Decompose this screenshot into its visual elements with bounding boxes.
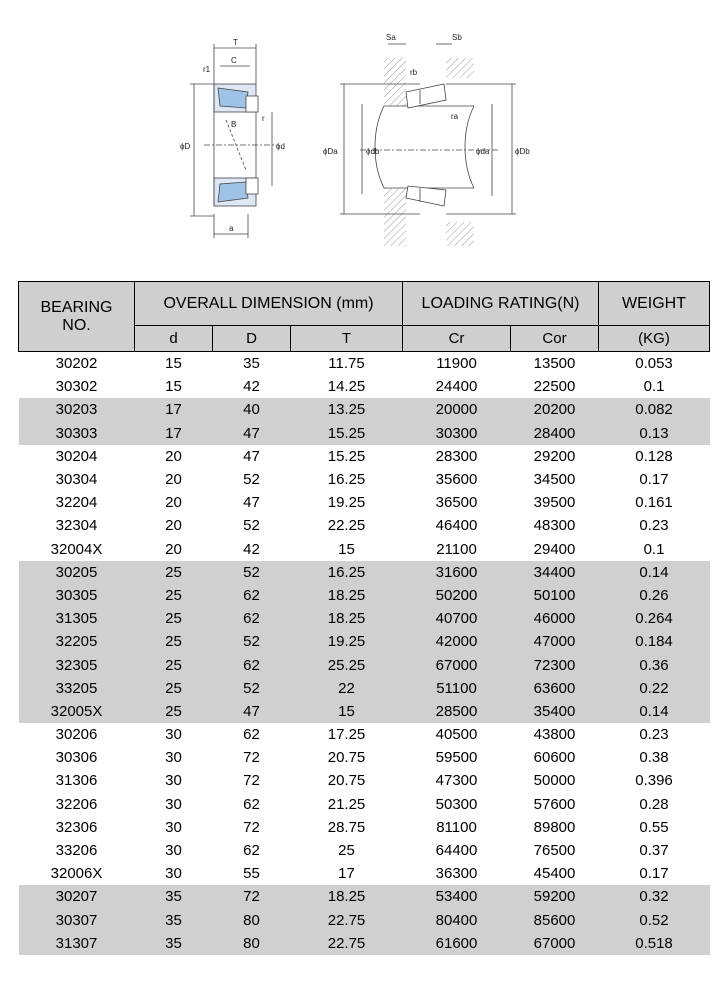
cell-Cor: 50000 [533, 772, 576, 790]
table-row [19, 700, 710, 723]
cell-D: 62 [213, 653, 291, 676]
cell-d: 20 [165, 471, 182, 489]
cell-Cor: 29200 [533, 447, 576, 465]
cell-Cor: 48300 [533, 517, 576, 535]
header-d: d [135, 326, 213, 352]
table-row [19, 885, 710, 908]
cell-bearing-no: 32305 [19, 653, 135, 676]
header-bearing-no [19, 282, 135, 352]
cell-Cr: 50300 [435, 795, 478, 813]
cell-T: 11.75 [328, 355, 365, 373]
table-row [19, 746, 710, 769]
table-row [19, 514, 710, 537]
cell-T: 15 [338, 540, 355, 558]
cell-weight: 0.36 [599, 653, 710, 676]
cell-T: 22.75 [291, 909, 403, 932]
cell-Cor: 46000 [511, 607, 599, 630]
table-row [19, 607, 710, 630]
cell-d: 30 [165, 865, 182, 883]
label-da: ϕda [476, 147, 490, 156]
cell-Cor: 43800 [533, 726, 576, 744]
cell-Cr: 36500 [435, 494, 478, 512]
cell-Cor: 34500 [533, 471, 576, 489]
label-Sb: Sb [452, 33, 462, 42]
cell-weight: 0.26 [599, 584, 710, 607]
cell-Cr: 53400 [403, 885, 511, 908]
cell-weight: 0.14 [599, 561, 710, 584]
cell-D: 52 [213, 561, 291, 584]
header-weight: WEIGHT [599, 282, 710, 326]
cell-T: 21.25 [327, 795, 366, 813]
table-row [19, 584, 710, 607]
cell-bearing-no: 32005X [19, 700, 135, 723]
cell-Cor: 89800 [533, 818, 576, 836]
bearing-spec-table [18, 281, 710, 955]
cell-D: 52 [213, 630, 291, 653]
cell-T: 22.25 [327, 517, 366, 535]
cell-Cr: 24400 [435, 378, 478, 396]
cell-Cor: 28400 [511, 422, 599, 445]
cell-Cr: 28500 [403, 700, 511, 723]
label-db: ϕdb [366, 147, 380, 156]
cell-bearing-no: 33206 [55, 842, 98, 860]
cell-d: 30 [165, 818, 182, 836]
cell-Cr: 30300 [403, 422, 511, 445]
cell-weight: 0.17 [639, 471, 669, 489]
cell-bearing-no: 32004X [50, 540, 103, 558]
cell-d: 35 [135, 932, 213, 955]
table-row [19, 909, 710, 932]
cell-Cor: 45400 [533, 865, 576, 883]
cell-D: 47 [243, 494, 260, 512]
cell-weight: 0.23 [639, 726, 669, 744]
cell-d: 25 [135, 700, 213, 723]
table-row [19, 630, 710, 653]
table-row [19, 816, 710, 839]
cell-T: 18.25 [291, 584, 403, 607]
cell-bearing-no: 32306 [55, 818, 98, 836]
cell-D: 72 [213, 885, 291, 908]
cell-bearing-no: 32206 [55, 795, 98, 813]
cell-bearing-no: 30205 [19, 561, 135, 584]
cell-Cor: 20200 [511, 398, 599, 421]
cell-D: 40 [213, 398, 291, 421]
label-B: B [231, 120, 237, 129]
cell-Cr: 20000 [403, 398, 511, 421]
table-body [19, 352, 710, 955]
cell-weight: 0.082 [599, 398, 710, 421]
table-row [19, 932, 710, 955]
cell-Cor: 57600 [533, 795, 576, 813]
cell-d: 20 [165, 494, 182, 512]
table-row [19, 862, 710, 885]
cell-D: 72 [243, 749, 260, 767]
cell-bearing-no: 31306 [55, 772, 98, 790]
table-row [19, 839, 710, 862]
cell-d: 25 [135, 653, 213, 676]
cell-weight: 0.184 [599, 630, 710, 653]
table-row [19, 375, 710, 398]
cell-bearing-no: 30207 [19, 885, 135, 908]
cell-weight: 0.23 [639, 517, 669, 535]
cell-Cor: 85600 [511, 909, 599, 932]
cell-weight: 0.37 [639, 842, 669, 860]
cell-D: 62 [243, 842, 260, 860]
cell-d: 15 [165, 378, 182, 396]
cell-Cr: 40500 [435, 726, 478, 744]
cell-d: 35 [135, 909, 213, 932]
cell-Cr: 47300 [435, 772, 478, 790]
cell-Cr: 59500 [435, 749, 478, 767]
cell-bearing-no: 30304 [55, 471, 98, 489]
cell-Cr: 28300 [435, 447, 478, 465]
cell-T: 14.25 [327, 378, 366, 396]
mounting-dimension-drawing [340, 44, 516, 246]
table-row [19, 723, 710, 746]
cell-D: 62 [243, 795, 260, 813]
header-bearing-line2: NO. [62, 316, 91, 334]
label-r1: r1 [203, 65, 211, 74]
cell-d: 20 [165, 540, 182, 558]
cell-T: 17.25 [327, 726, 366, 744]
cell-bearing-no: 32304 [55, 517, 98, 535]
cell-D: 55 [243, 865, 260, 883]
header-overall-dimension: OVERALL DIMENSION (mm) [135, 282, 403, 326]
cell-D: 52 [243, 517, 260, 535]
cell-Cor: 29400 [533, 540, 576, 558]
table-row [19, 422, 710, 445]
cell-weight: 0.28 [639, 795, 669, 813]
label-Db: ϕDb [515, 147, 530, 156]
cell-T: 20.75 [327, 749, 366, 767]
table-row [19, 398, 710, 421]
cell-weight: 0.1 [643, 540, 665, 558]
cell-Cr: 61600 [403, 932, 511, 955]
cell-d: 25 [135, 584, 213, 607]
cell-bearing-no: 31305 [19, 607, 135, 630]
cell-bearing-no: 32204 [55, 494, 98, 512]
table-row [19, 491, 710, 514]
cell-D: 72 [243, 772, 260, 790]
cell-Cor: 76500 [533, 842, 576, 860]
cell-Cor: 50100 [511, 584, 599, 607]
cell-T: 15 [291, 700, 403, 723]
cell-Cr: 46400 [435, 517, 478, 535]
cell-d: 25 [135, 630, 213, 653]
table-row [19, 677, 710, 700]
cell-D: 52 [213, 677, 291, 700]
table-row [19, 793, 710, 816]
cell-bearing-no: 32205 [19, 630, 135, 653]
cell-T: 16.25 [291, 561, 403, 584]
cell-T: 25 [338, 842, 355, 860]
cell-Cr: 81100 [436, 818, 477, 836]
cell-weight: 0.161 [635, 494, 673, 512]
cell-d: 35 [135, 885, 213, 908]
cell-d: 20 [165, 447, 182, 465]
label-r: r [262, 114, 265, 123]
cell-T: 18.25 [291, 607, 403, 630]
cell-bearing-no: 31307 [19, 932, 135, 955]
label-d: ϕd [276, 142, 285, 151]
cell-Cr: 64400 [435, 842, 478, 860]
cell-weight: 0.13 [599, 422, 710, 445]
cell-weight: 0.32 [599, 885, 710, 908]
cell-T: 15.25 [327, 447, 366, 465]
label-Da: ϕDa [323, 147, 338, 156]
cell-Cor: 34400 [511, 561, 599, 584]
cell-T: 25.25 [291, 653, 403, 676]
cell-T: 18.25 [291, 885, 403, 908]
header-bearing-line1: BEARING [40, 298, 113, 316]
cell-D: 35 [243, 355, 260, 373]
cell-d: 30 [165, 772, 182, 790]
cell-T: 22.75 [291, 932, 403, 955]
cell-Cor: 59200 [511, 885, 599, 908]
cell-Cor: 67000 [511, 932, 599, 955]
label-ra: ra [451, 112, 459, 121]
cell-T: 17 [338, 865, 355, 883]
header-Cor: Cor [511, 326, 599, 352]
cell-d: 17 [135, 398, 213, 421]
cell-weight: 0.38 [639, 749, 669, 767]
table-row [19, 468, 710, 491]
cell-bearing-no: 30203 [19, 398, 135, 421]
table-row [19, 769, 710, 792]
cell-d: 25 [135, 677, 213, 700]
cell-bearing-no: 32006X [50, 865, 103, 883]
cell-D: 72 [243, 818, 260, 836]
cell-T: 15.25 [291, 422, 403, 445]
label-rb: rb [410, 68, 418, 77]
cell-T: 28.75 [327, 818, 366, 836]
cell-weight: 0.053 [635, 355, 673, 373]
cell-Cor: 47000 [511, 630, 599, 653]
cell-T: 22 [291, 677, 403, 700]
cell-Cr: 42000 [403, 630, 511, 653]
cell-weight: 0.17 [639, 865, 669, 883]
label-Sa: Sa [386, 33, 396, 42]
table-row [19, 352, 710, 376]
cell-bearing-no: 30206 [55, 726, 98, 744]
cell-Cr: 40700 [403, 607, 511, 630]
cell-d: 30 [165, 726, 182, 744]
cell-Cr: 67000 [403, 653, 511, 676]
cell-D: 42 [243, 540, 260, 558]
label-a: a [229, 224, 234, 233]
cell-Cr: 31600 [403, 561, 511, 584]
cell-D: 62 [243, 726, 260, 744]
cell-D: 47 [213, 700, 291, 723]
cell-D: 80 [213, 932, 291, 955]
cell-bearing-no: 30303 [19, 422, 135, 445]
cell-weight: 0.518 [599, 932, 710, 955]
bearing-dimension-diagram [0, 0, 717, 270]
cell-bearing-no: 30306 [55, 749, 98, 767]
cell-D: 62 [213, 607, 291, 630]
label-T: T [233, 38, 238, 47]
cell-bearing-no: 30305 [19, 584, 135, 607]
cell-weight: 0.52 [599, 909, 710, 932]
cell-D: 47 [243, 447, 260, 465]
header-D: D [213, 326, 291, 352]
cell-bearing-no: 30302 [55, 378, 98, 396]
cell-d: 15 [165, 355, 182, 373]
cell-d: 25 [135, 607, 213, 630]
cell-weight: 0.55 [639, 818, 669, 836]
cell-D: 47 [213, 422, 291, 445]
cell-Cor: 39500 [533, 494, 576, 512]
cell-T: 19.25 [291, 630, 403, 653]
cell-Cr: 21100 [436, 540, 477, 558]
cell-T: 19.25 [327, 494, 366, 512]
table-row [19, 561, 710, 584]
cell-d: 30 [165, 795, 182, 813]
cell-weight: 0.14 [599, 700, 710, 723]
cell-weight: 0.128 [635, 447, 673, 465]
header-Cr: Cr [403, 326, 511, 352]
cell-D: 80 [213, 909, 291, 932]
cell-D: 62 [213, 584, 291, 607]
cell-d: 20 [165, 517, 182, 535]
cell-T: 20.75 [327, 772, 366, 790]
cell-weight: 0.1 [643, 378, 665, 396]
cell-bearing-no: 33205 [19, 677, 135, 700]
cell-bearing-no: 30202 [55, 355, 98, 373]
cell-weight: 0.22 [599, 677, 710, 700]
table-row [19, 445, 710, 468]
cell-Cr: 35600 [435, 471, 478, 489]
cell-Cor: 13500 [533, 355, 576, 373]
cell-T: 13.25 [291, 398, 403, 421]
cell-Cr: 80400 [403, 909, 511, 932]
cell-d: 25 [135, 561, 213, 584]
cell-bearing-no: 30204 [55, 447, 98, 465]
cell-D: 42 [243, 378, 260, 396]
cell-Cor: 35400 [511, 700, 599, 723]
table-row [19, 538, 710, 561]
cell-Cr: 51100 [403, 677, 511, 700]
cell-weight: 0.396 [635, 772, 673, 790]
cell-Cor: 22500 [533, 378, 576, 396]
cell-D: 52 [243, 471, 260, 489]
cell-Cr: 36300 [435, 865, 478, 883]
cell-Cr: 11900 [436, 355, 477, 373]
cell-d: 17 [135, 422, 213, 445]
cell-d: 30 [165, 842, 182, 860]
cell-Cor: 60600 [533, 749, 576, 767]
cell-T: 16.25 [327, 471, 366, 489]
header-loading-rating: LOADING RATING(N) [403, 282, 599, 326]
cell-weight: 0.264 [599, 607, 710, 630]
cell-bearing-no: 30307 [19, 909, 135, 932]
cell-Cor: 72300 [511, 653, 599, 676]
table-row [19, 653, 710, 676]
header-T: T [291, 326, 403, 352]
header-kg: (KG) [599, 326, 710, 352]
cell-Cor: 63600 [511, 677, 599, 700]
label-D: ϕD [180, 142, 191, 151]
cell-d: 30 [165, 749, 182, 767]
label-C: C [231, 56, 237, 65]
cell-Cr: 50200 [403, 584, 511, 607]
